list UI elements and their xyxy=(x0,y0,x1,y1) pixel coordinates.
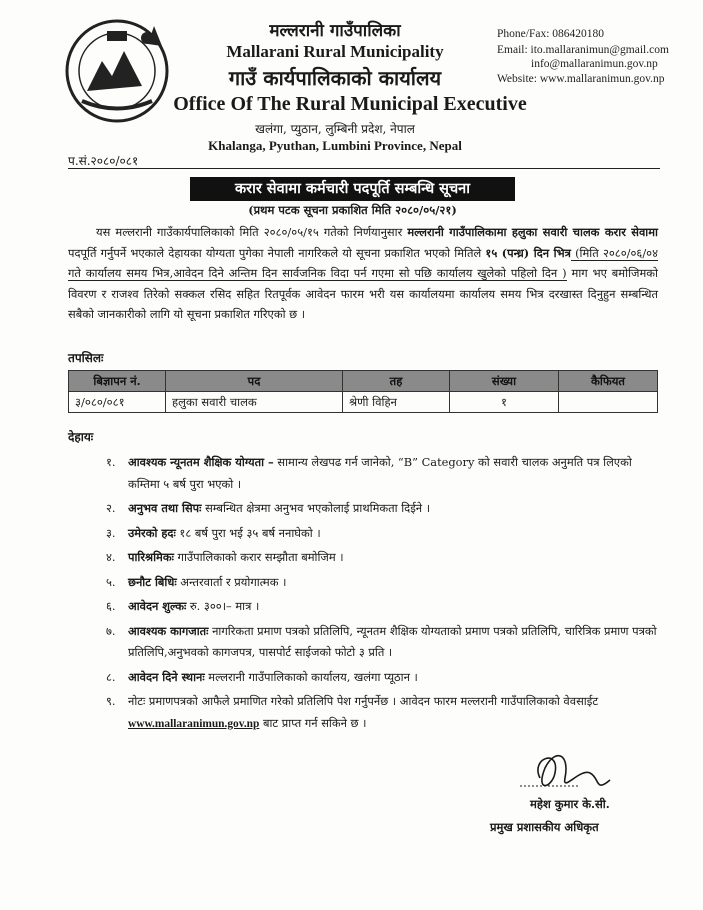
email-secondary: info@mallaranimun.gov.np xyxy=(531,58,658,70)
address-np: खलंगा, प्युठान, लुम्बिनी प्रदेश, नेपाल xyxy=(255,122,415,136)
col-post: पद xyxy=(166,371,343,392)
office-name-en: Mallarani Rural Municipality xyxy=(226,42,444,61)
phone-fax: Phone/Fax: 086420180 xyxy=(497,28,605,40)
notice-body xyxy=(68,222,658,325)
col-level: तह xyxy=(343,371,450,392)
vacancy-table xyxy=(68,370,658,413)
website-link[interactable]: www.mallaranimun.gov.np xyxy=(128,717,260,730)
signatory-name: महेश कुमार के.सी. xyxy=(530,797,610,811)
requirements-list xyxy=(106,452,662,738)
list-item: ६. आवेदन शुल्कः रु. ३००।– मात्र । xyxy=(106,599,260,613)
list-item: ३. उमेरको हदः १८ बर्ष पुरा भई ३५ बर्ष ननाघेको । xyxy=(106,525,321,540)
cell-remarks xyxy=(559,392,658,413)
website: Website: www.mallaranimun.gov.np xyxy=(497,73,665,85)
table-row xyxy=(69,392,658,413)
body-part-3: (मिति २०८०/०६/०४ गते कार्यालय समय भित्र,आवेदन दिने अन्तिम दिन सार्वजनिक विदा पर्न गएमा सो पछि कार्यालय खुलेको पहिलो दिन ) xyxy=(68,245,659,280)
office-type-en: Office Of The Rural Municipal Executive xyxy=(173,93,527,115)
reference-number: प.सं.२०८०/०८१ xyxy=(68,154,139,168)
list-item: ७. आवश्यक कागजातः नागरिकता प्रमाण पत्रको प्रतिलिपि, न्यूनतम शैक्षिक योग्यताको प्रमाण पत्रको प्रतिलिपि, चारित्रिक प्रमाण पत्रको प्रतिलिपि,अनुभवको कागजपत्र, पासपोर्ट साईजको फोटो ३ प्रति । xyxy=(106,623,657,659)
email-primary: ito.mallaranimun@gmail.com xyxy=(530,44,669,56)
email-line xyxy=(497,44,669,56)
list-item: ४. पारिश्रमिकः गाउँपालिकाको करार सम्झौता बमोजिम । xyxy=(106,550,344,564)
body-bold-1: मल्लरानी गाउँपालिकामा हलुका सवारी चालक करार सेवामा xyxy=(407,225,659,239)
col-count: संख्या xyxy=(450,371,559,392)
list-item: ५. छनौट बिधिः अन्तरवार्ता र प्रयोगात्मक । xyxy=(106,574,287,589)
body-part-2: पदपूर्ति गर्नुपर्ने भएकाले देहायका योग्यता पुगेका नेपाली नागरिकले यो सूचना प्रकाशित भएको मितिले xyxy=(68,245,486,260)
list-item: ८. आवेदन दिने स्थानः मल्लरानी गाउँपालिकाको कार्यालय, खलंगा प्यूठान । xyxy=(106,669,418,684)
notice-subtitle: (प्रथम पटक सूचना प्रकाशित मिति २०८०/०५/२१) xyxy=(248,203,457,217)
body-part-4: माग भए बमोजिमको विवरण र राजश्व तिरेको सक्कल रसिद सहित रितपूर्वक आवेदन फारम भरी यस कार्यालयमा कार्यालय समय भित्र दरखास्त दिनुहुन सम्बन्धित सबैको जानकारीको लागि यो सूचना प्रकाशित गरिएको छ । xyxy=(68,266,658,321)
list-item: १. आवश्यक न्यूनतम शैक्षिक योग्यता – सामान्य लेखपढ गर्न जानेको, “B” Category को सवारी चालक अनुमति पत्र लिएको कम्तिमा ५ बर्ष पुरा भएको । xyxy=(106,455,632,491)
body-bold-2: १५ (पन्ध्र) दिन भित्र xyxy=(485,245,571,260)
body-part-1: यस मल्लरानी गाउँकार्यपालिकाको मिति २०८०/०५/१५ गतेको निर्णयानुसार xyxy=(96,225,408,239)
cell-ad-no: ३/०८०/०८१ xyxy=(69,392,166,413)
list-item: ९. नोटः प्रमाणपत्रको आफैले प्रमाणित गरेको प्रतिलिपि पेश गर्नुपर्नेछ । आवेदन फारम मल्लरानी गाउँपालिकाको वेवसाईट www.mallaranimun.gov.np बाट प्राप्त गर्न सकिने छ । xyxy=(106,694,599,730)
header-divider xyxy=(68,168,660,169)
cell-level: श्रेणी विहिन xyxy=(343,392,450,413)
notice-title: करार सेवामा कर्मचारी पदपूर्ति सम्बन्धि सूचना xyxy=(190,177,515,201)
signatory-designation: प्रमुख प्रशासकीय अधिकृत xyxy=(490,820,599,834)
office-type-np: गाउँ कार्यपालिकाको कार्यालय xyxy=(228,66,442,90)
email-label: Email: xyxy=(497,44,528,56)
requirements-label: देहायः xyxy=(68,430,94,444)
cell-post: हलुका सवारी चालक xyxy=(166,392,343,413)
col-ad-no: बिज्ञापन नं. xyxy=(69,371,166,392)
office-name-np: मल्लरानी गाउँपालिका xyxy=(269,21,401,41)
address-en: Khalanga, Pyuthan, Lumbini Province, Nepal xyxy=(208,138,462,153)
col-remarks: कैफियत xyxy=(559,371,658,392)
table-header-row xyxy=(69,371,658,392)
details-label: तपसिलः xyxy=(68,351,104,365)
list-item: २. अनुभव तथा सिपः सम्बन्धित क्षेत्रमा अनुभव भएकोलाई प्राथमिकता दिईने । xyxy=(106,501,431,515)
cell-count: १ xyxy=(450,392,559,413)
